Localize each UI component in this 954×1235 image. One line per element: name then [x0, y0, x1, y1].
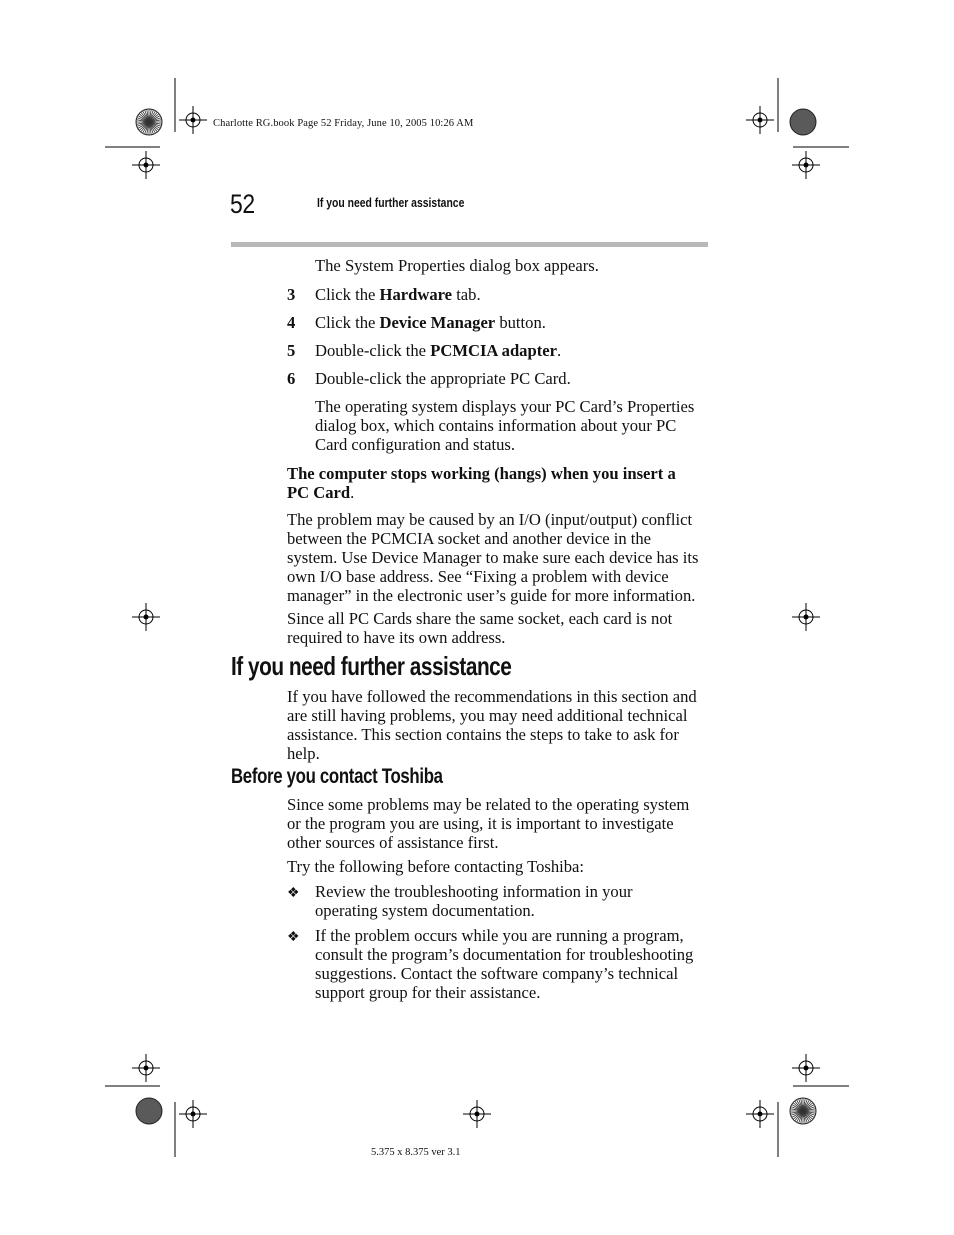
- step-text: Double-click the appropriate PC Card.: [315, 369, 571, 388]
- registration-dot: [144, 615, 149, 620]
- subsection-paragraph: Since some problems may be related to the operating system or the program you are using, it is important to investigate other sources of assistance first.: [287, 795, 690, 852]
- step-text: Click the Device Manager button.: [315, 313, 546, 332]
- registration-dot: [758, 118, 763, 123]
- problem-heading: The computer stops working (hangs) when you insert a PC Card.: [287, 464, 676, 502]
- step-number: 3: [287, 285, 296, 304]
- section-paragraph: If you have followed the recommendations in this section and are still having problems, you may need additional technical assistance. This section contains the steps to take to ask for help.: [287, 687, 697, 763]
- page-number: 52: [230, 189, 255, 219]
- problem-paragraph: The problem may be caused by an I/O (input/output) conflict between the PCMCIA socket and another device in the system. Use Device Manager to make sure each device has its own I/O base address. See “Fixing a problem with device manager” in the electronic user’s guide for more information.: [287, 510, 699, 605]
- registration-dot: [144, 1066, 149, 1071]
- step-number: 6: [287, 369, 296, 388]
- registration-dot: [191, 1112, 196, 1117]
- diamond-bullet-icon: ❖: [287, 886, 300, 901]
- registration-dot: [758, 1112, 763, 1117]
- intro-text: The System Properties dialog box appears.: [315, 256, 599, 275]
- step-number: 5: [287, 341, 296, 360]
- diamond-bullet-icon: ❖: [287, 930, 300, 945]
- bullet-text: Review the troubleshooting information in your operating system documentation.: [315, 882, 633, 920]
- registration-dot: [475, 1112, 480, 1117]
- header-rule: [231, 242, 708, 247]
- step6-result: The operating system displays your PC Card’s Properties dialog box, which contains information about your PC Card configuration and status.: [315, 397, 695, 454]
- subsection-heading: Before you contact Toshiba: [231, 765, 443, 788]
- step-number: 4: [287, 313, 296, 332]
- registration-dot: [191, 118, 196, 123]
- section-heading: If you need further assistance: [231, 651, 512, 681]
- registration-dot: [804, 1066, 809, 1071]
- print-slug: Charlotte RG.book Page 52 Friday, June 10, 2005 10:26 AM: [213, 118, 474, 129]
- step-text: Double-click the PCMCIA adapter.: [315, 341, 562, 360]
- footer-slug: 5.375 x 8.375 ver 3.1: [371, 1147, 461, 1158]
- grey-disc-icon: [790, 109, 816, 135]
- socket-paragraph: Since all PC Cards share the same socket, each card is not required to have its own address.: [287, 609, 673, 647]
- running-header: If you need further assistance: [317, 195, 465, 210]
- step-text: Click the Hardware tab.: [315, 285, 481, 304]
- try-line: Try the following before contacting Toshiba:: [287, 857, 585, 876]
- registration-dot: [804, 615, 809, 620]
- registration-dot: [804, 163, 809, 168]
- registration-dot: [144, 163, 149, 168]
- bullet-text: If the problem occurs while you are running a program, consult the program’s documentation for troubleshooting suggestions. Contact the software company’s technical support group for their assistance.: [315, 926, 694, 1002]
- grey-disc-icon: [136, 1098, 162, 1124]
